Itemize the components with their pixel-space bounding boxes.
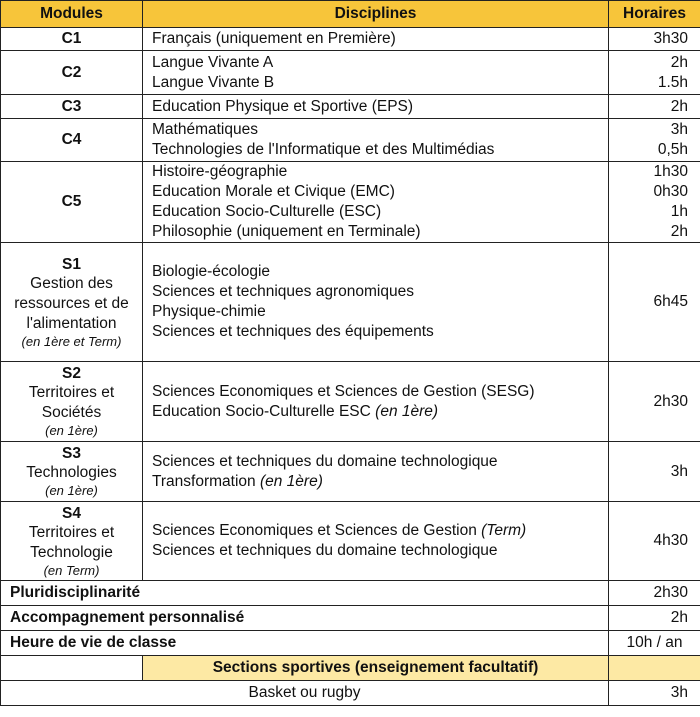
module-code: C5: [61, 193, 82, 210]
disciplines-cell: [143, 362, 609, 442]
hours-cell: [609, 362, 700, 442]
disciplines-cell: [143, 28, 609, 51]
module-code: S4: [62, 504, 81, 522]
discipline-item: Education Socio-Culturelle (ESC): [152, 203, 382, 220]
disciplines-cell: [143, 119, 609, 162]
discipline-item: [152, 402, 602, 422]
table-row: [1, 243, 700, 362]
hours-value: 0,5h: [657, 141, 688, 158]
module-cell: [1, 95, 143, 119]
header-row: [1, 1, 700, 28]
table-row: [1, 95, 700, 119]
module-code: S3: [62, 445, 81, 462]
module-code: C1: [61, 30, 82, 47]
hours-value: 3h30: [653, 30, 688, 47]
discipline-item: [152, 521, 602, 541]
module-name: Territoires et Technologie: [28, 523, 115, 561]
discipline-item: Physique-chimie: [152, 303, 266, 320]
discipline-item: Sciences et techniques du domaine technologique: [152, 452, 498, 470]
hours-cell: 2h30: [609, 581, 700, 606]
module-name: Technologies: [26, 464, 117, 481]
hours-cell: 10h / an: [609, 631, 700, 656]
empty-cell: [609, 656, 700, 681]
table-row: [1, 51, 700, 95]
discipline-item: Education Physique et Sportive (EPS): [152, 97, 414, 115]
hours-value: 3h: [670, 462, 688, 480]
hours-cell: [609, 502, 700, 581]
discipline-item: Histoire-géographie: [152, 163, 288, 180]
module-cell: [1, 162, 143, 243]
hours-cell: [609, 28, 700, 51]
disciplines-cell: [143, 95, 609, 119]
discipline-note: (en 1ère): [259, 472, 323, 490]
table-row: [1, 162, 700, 243]
module-note: (en Term): [43, 562, 100, 578]
table-row: [1, 119, 700, 162]
header-disciplines: Disciplines: [143, 1, 609, 28]
module-code: C4: [61, 131, 82, 148]
module-code: S2: [62, 365, 81, 382]
module-note: (en 1ère): [45, 423, 98, 438]
hours-value: 2h: [670, 97, 688, 115]
discipline-note: (Term): [481, 522, 527, 539]
discipline-item: Sciences et techniques du domaine technologique: [152, 542, 498, 559]
module-cell: [1, 51, 143, 95]
hours-value: 1h30: [653, 163, 688, 180]
module-note: (en 1ère et Term): [21, 333, 122, 349]
module-code: C3: [61, 97, 82, 115]
discipline-item: Langue Vivante B: [152, 73, 275, 91]
module-cell: [1, 243, 143, 362]
hours-cell: [609, 119, 700, 162]
discipline-item: Langue Vivante A: [152, 53, 274, 71]
discipline-note: (en 1ère): [375, 402, 439, 420]
discipline-item: Biologie-écologie: [152, 263, 271, 280]
disciplines-cell: [143, 243, 609, 362]
disciplines-cell: [143, 442, 609, 502]
extra-row-label: Heure de vie de classe: [1, 631, 609, 656]
module-note: (en 1ère): [45, 483, 98, 498]
hours-cell: [609, 162, 700, 243]
disciplines-cell: [143, 502, 609, 581]
module-cell: [1, 119, 143, 162]
table-row: [1, 606, 700, 631]
table-row: [1, 631, 700, 656]
hours-cell: 3h: [609, 681, 700, 706]
hours-cell: [609, 243, 700, 362]
extra-row-label: Pluridisciplinarité: [1, 581, 609, 606]
module-cell: [1, 362, 143, 442]
header-modules: Modules: [1, 1, 143, 28]
table-row: [1, 442, 700, 502]
module-name: Territoires et Sociétés: [28, 384, 115, 421]
discipline-item: Français (uniquement en Première): [152, 30, 396, 47]
hours-value: 0h30: [653, 183, 688, 200]
hours-value: 3h: [670, 121, 688, 138]
discipline-item: Sciences et techniques agronomiques: [152, 283, 414, 300]
hours-cell: 2h: [609, 606, 700, 631]
hours-cell: [609, 95, 700, 119]
discipline-text: Sciences Economiques et Sciences de Gestion: [152, 522, 477, 539]
header-horaires: Horaires: [609, 1, 700, 28]
table-row: [1, 681, 700, 706]
hours-value: 2h30: [653, 392, 688, 410]
module-code: C2: [61, 63, 82, 81]
discipline-item: Sciences Economiques et Sciences de Gestion (SESG): [152, 382, 535, 400]
section-header-row: [1, 656, 700, 681]
hours-value: 2h: [670, 53, 688, 71]
hours-value: 2h: [670, 223, 688, 240]
discipline-item: Sciences et techniques des équipements: [152, 323, 434, 340]
hours-value: 6h45: [653, 293, 688, 310]
table-row: [1, 28, 700, 51]
module-code: S1: [62, 255, 81, 273]
module-name: Gestion des ressources et de l'alimentation: [14, 274, 129, 332]
hours-cell: [609, 51, 700, 95]
module-cell: [1, 502, 143, 581]
section-title: Sections sportives (enseignement facultatif): [143, 656, 609, 681]
discipline-text: Education Socio-Culturelle ESC: [152, 402, 371, 420]
module-cell: [1, 28, 143, 51]
extra-row-label: Accompagnement personnalisé: [1, 606, 609, 631]
disciplines-cell: [143, 162, 609, 243]
hours-value: 4h30: [653, 532, 688, 549]
hours-cell: [609, 442, 700, 502]
section-item: Basket ou rugby: [1, 681, 609, 706]
hours-value: 1.5h: [657, 73, 688, 91]
discipline-item: Mathématiques: [152, 121, 258, 138]
discipline-text: Transformation: [152, 472, 256, 490]
discipline-item: [152, 472, 602, 492]
discipline-item: Philosophie (uniquement en Terminale): [152, 223, 421, 240]
table-row: [1, 581, 700, 606]
disciplines-cell: [143, 51, 609, 95]
discipline-item: Technologies de l'Informatique et des Multimédias: [152, 141, 495, 158]
module-cell: [1, 442, 143, 502]
hours-value: 1h: [670, 203, 688, 220]
table-row: [1, 502, 700, 581]
table-row: [1, 362, 700, 442]
empty-cell: [1, 656, 143, 681]
discipline-item: Education Morale et Civique (EMC): [152, 183, 395, 200]
